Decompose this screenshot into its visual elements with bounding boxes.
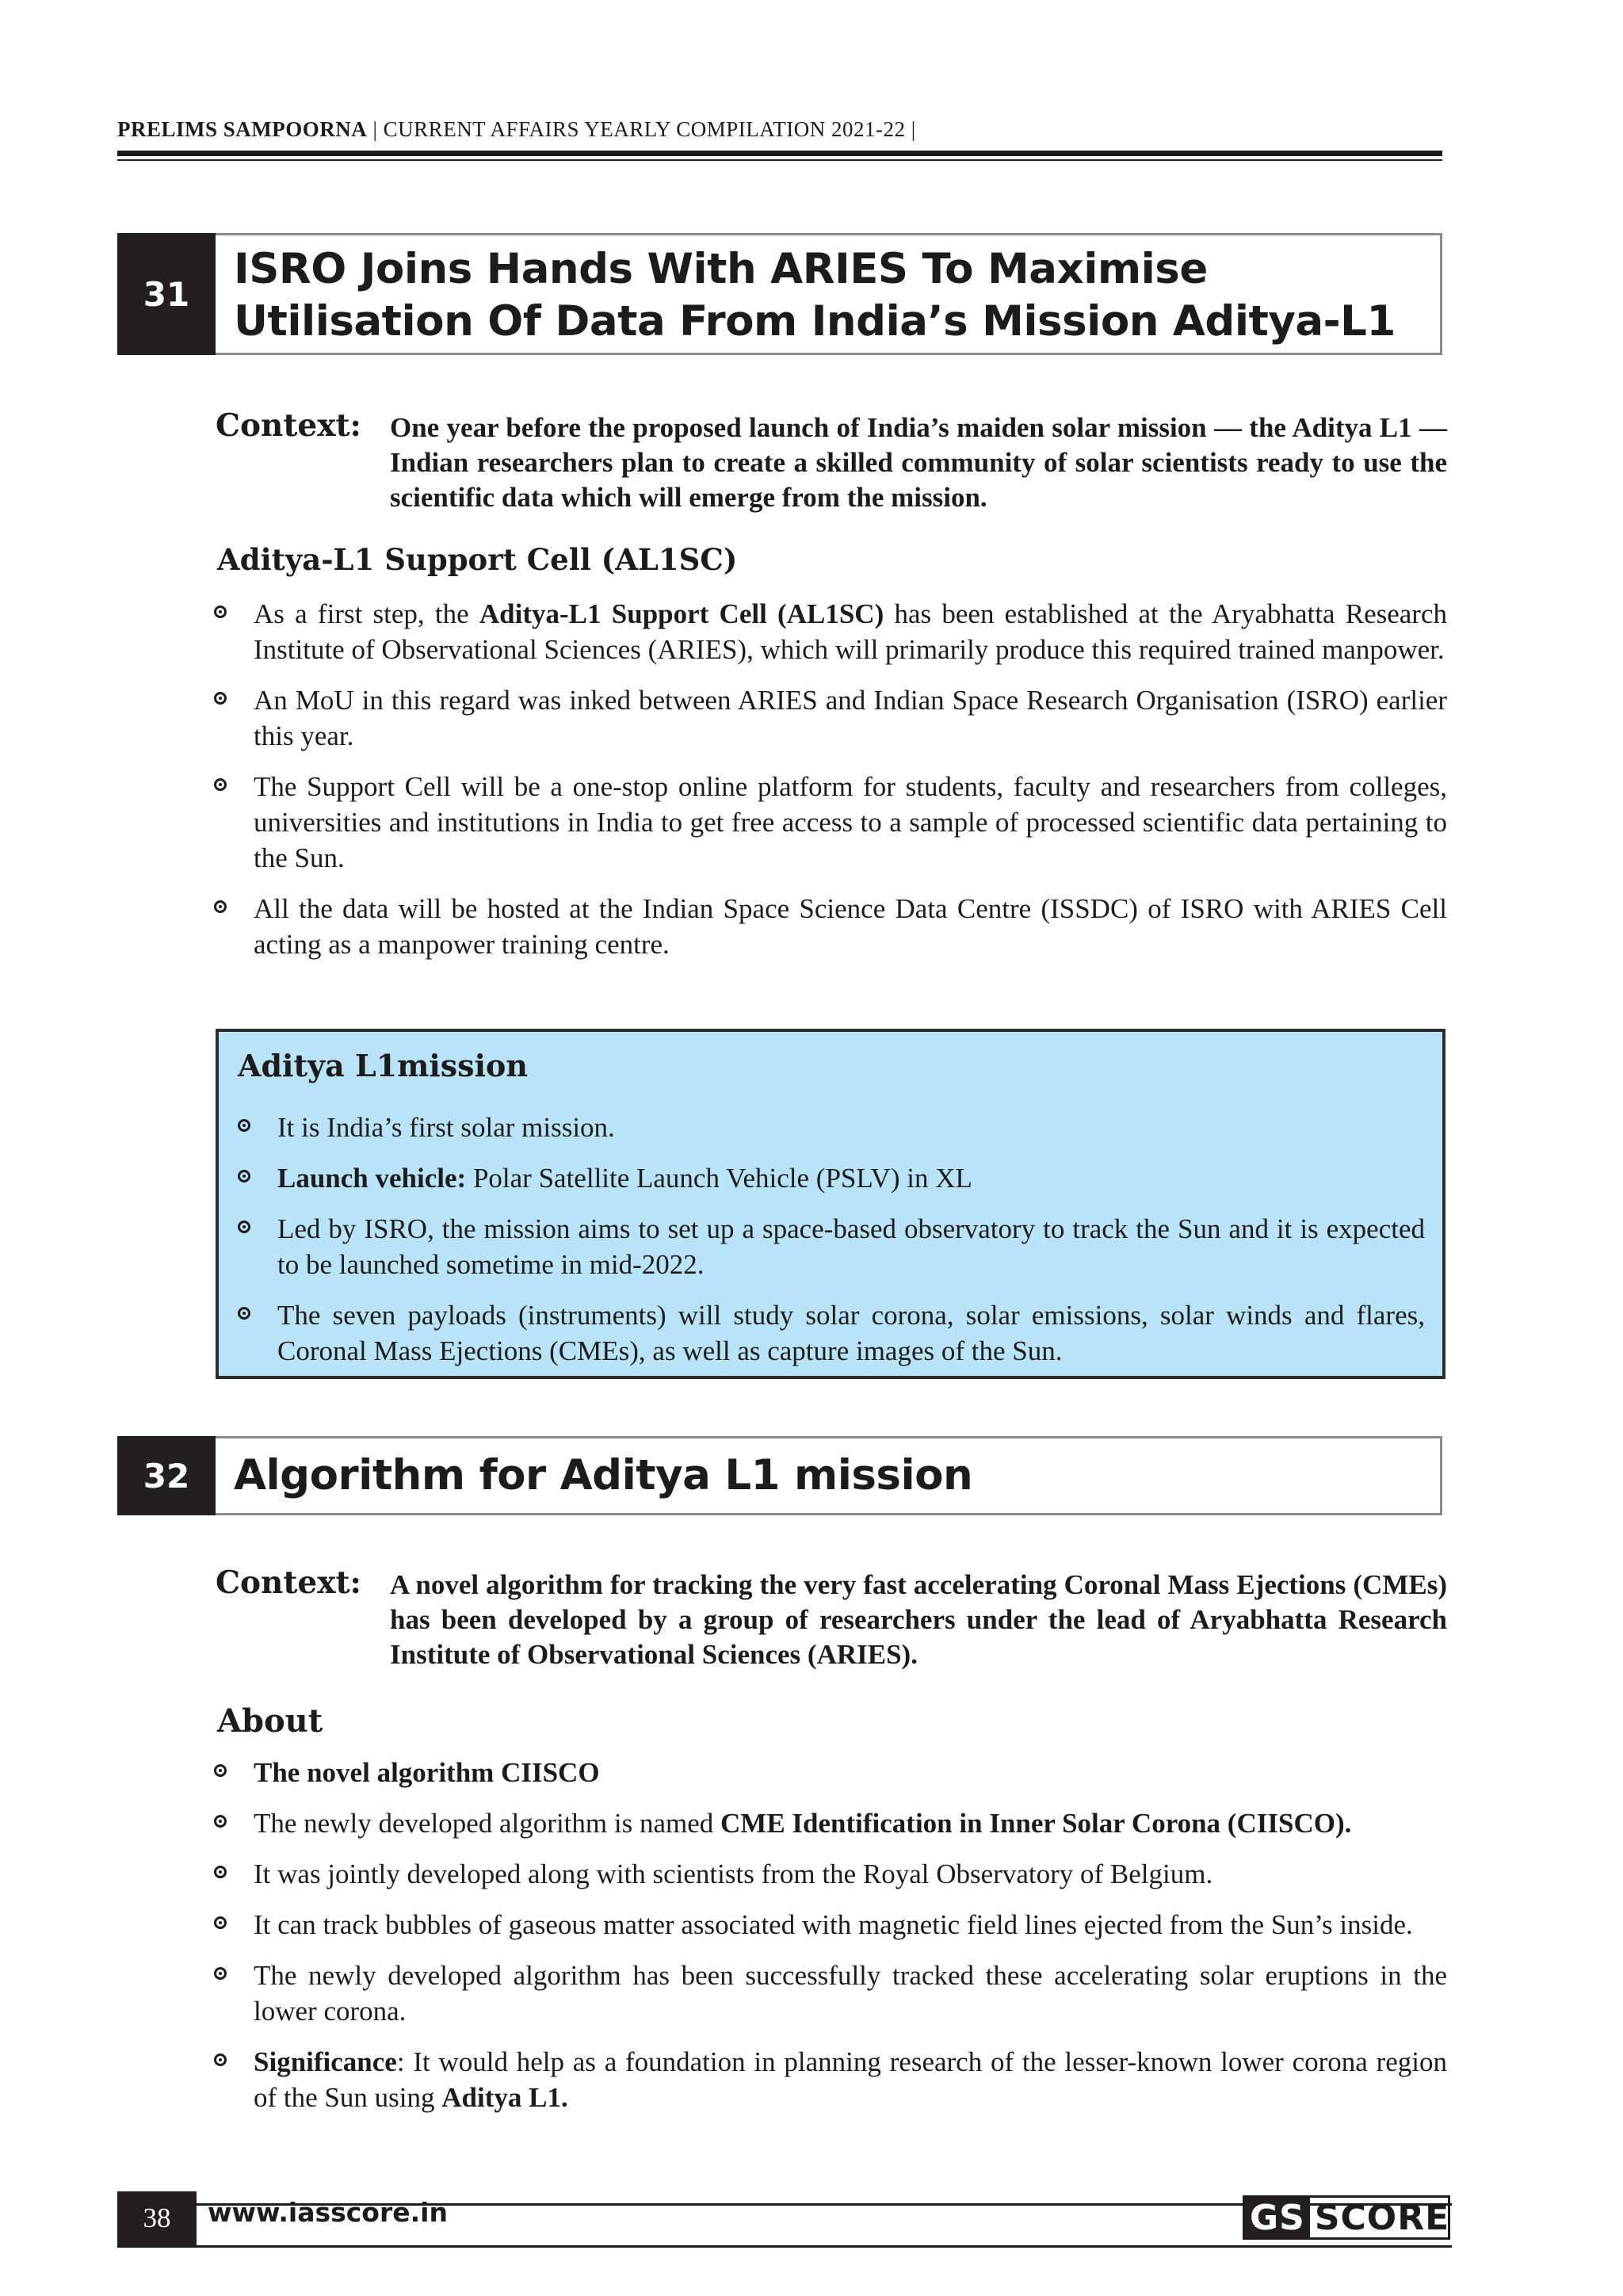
footer-url-link[interactable]: www.iasscore.in [208, 2197, 448, 2228]
bullet-icon [214, 606, 227, 618]
list-item: The novel algorithm CIISCO [212, 1755, 1447, 1790]
context-text: One year before the proposed launch of India’s maiden solar mission — the Aditya L1 — Indian researchers plan to create a skilled community of solar scientists ready to use the scientific data which will emerge from the mission. [390, 412, 1447, 513]
list-item: An MoU in this regard was inked between ARIES and Indian Space Research Organisation (ISRO) earlier this year. [212, 682, 1447, 754]
list-item: It is India’s first solar mission. [236, 1110, 1425, 1145]
list-item: The newly developed algorithm has been successfully tracked these accelerating solar eruptions in the lower corona. [212, 1958, 1447, 2029]
bullet-icon [214, 1967, 227, 1980]
subheading-al1sc: Aditya-L1 Support Cell (AL1SC) [217, 542, 738, 577]
bullet-icon [214, 1815, 227, 1828]
section-title: ISRO Joins Hands With ARIES To Maximise Utilisation Of Data From India’s Mission Aditya-L1 [234, 245, 1396, 346]
logo-gs: GS [1245, 2198, 1310, 2237]
al1sc-bullet-list [212, 596, 1447, 977]
bullet-icon [214, 1866, 227, 1878]
gsscore-logo [1243, 2195, 1450, 2240]
context-label: Context: [216, 407, 361, 444]
list-item: Launch vehicle: Polar Satellite Launch Vehicle (PSLV) in XL [236, 1160, 1425, 1196]
bullet-icon [214, 692, 227, 705]
subheading-about: About [217, 1702, 323, 1740]
list-item: Led by ISRO, the mission aims to set up a space-based observatory to track the Sun and it is expected to be launched sometime in mid-2022. [236, 1211, 1425, 1282]
logo-score: SCORE [1314, 2197, 1450, 2238]
section-number-badge: 31 [117, 233, 216, 355]
bullet-icon [214, 778, 227, 791]
bullet-icon [214, 1916, 227, 1929]
context-label: Context: [216, 1564, 361, 1601]
list-item: All the data will be hosted at the Indian Space Science Data Centre (ISSDC) of ISRO with ARIES Cell acting as a manpower training centre. [212, 891, 1447, 962]
list-item: Significance: It would help as a foundation in planning research of the lesser-known lower corona region of the Sun using Aditya L1. [212, 2044, 1447, 2115]
bullet-icon [214, 2053, 227, 2066]
aditya-l1-mission-box [216, 1029, 1445, 1379]
bullet-icon [238, 1307, 250, 1320]
bullet-icon [238, 1221, 250, 1233]
box-bullet-list [236, 1110, 1425, 1384]
list-item: The Support Cell will be a one-stop online platform for students, faculty and researchers from colleges, universities and institutions in India to get free access to a sample of processed scientific data pertaining to the Sun. [212, 769, 1447, 876]
list-item: It was jointly developed along with scientists from the Royal Observatory of Belgium. [212, 1856, 1447, 1892]
header-rule-thin [117, 159, 1442, 161]
list-item: The newly developed algorithm is named CME Identification in Inner Solar Corona (CIISCO). [212, 1805, 1447, 1841]
bullet-icon [238, 1119, 250, 1132]
header-rule [117, 151, 1442, 156]
bullet-icon [214, 1764, 227, 1777]
bullet-icon [238, 1170, 250, 1182]
footer-bottom-rule [117, 2245, 1452, 2248]
header-brand: PRELIMS SAMPOORNA [117, 117, 368, 141]
list-item: As a first step, the Aditya-L1 Support Cell (AL1SC) has been established at the Aryabhatta Research Institute of Observational Sciences (ARIES), which will primarily produce this required trained manpower. [212, 596, 1447, 667]
context-text: A novel algorithm for tracking the very fast accelerating Coronal Mass Ejections (CMEs) has been developed by a group of researchers under the lead of Aryabhatta Research Institute of Observational Sciences (ARIES). [390, 1569, 1447, 1670]
section-title: Algorithm for Aditya L1 mission [234, 1451, 973, 1499]
list-item: The seven payloads (instruments) will study solar corona, solar emissions, solar winds and flares, Coronal Mass Ejections (CMEs), as well as capture images of the Sun. [236, 1297, 1425, 1369]
list-item: It can track bubbles of gaseous matter associated with magnetic field lines ejected from the Sun’s inside. [212, 1907, 1447, 1943]
section-32-heading [117, 1436, 1442, 1515]
header-subtitle: | CURRENT AFFAIRS YEARLY COMPILATION 2021-22 | [367, 117, 916, 141]
box-title: Aditya L1mission [238, 1048, 528, 1083]
about-bullet-list [212, 1755, 1447, 2130]
section-31-heading [117, 233, 1442, 355]
running-header [117, 117, 1442, 142]
section-number-badge: 32 [117, 1436, 216, 1515]
page-number: 38 [117, 2191, 197, 2245]
bullet-icon [214, 900, 227, 913]
